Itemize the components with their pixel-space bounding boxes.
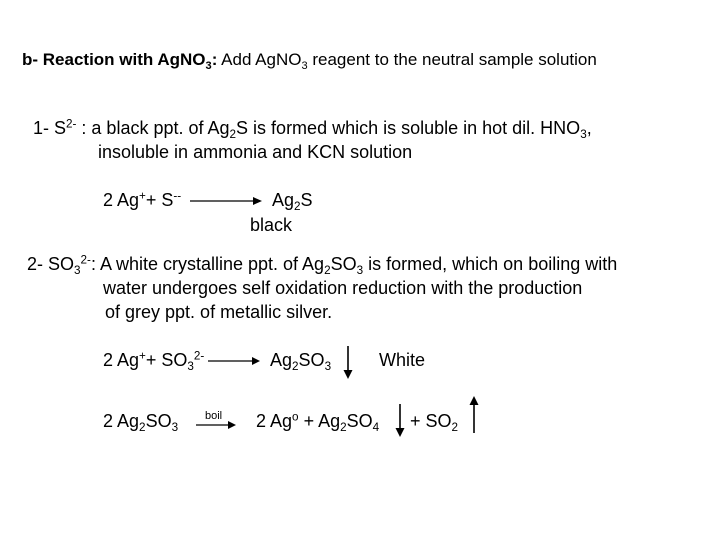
eq1-reactants: 2 Ag++ S--: [103, 189, 182, 210]
eq2-precipitate-down-arrow-icon: [344, 346, 353, 379]
section-heading: b- Reaction with AgNO$_3$: Add AgNO$_3$ reagent to the neutral sample solution: [22, 50, 597, 72]
eq2-reaction-arrow-icon: [208, 357, 260, 365]
eq2-precipitate-note: White: [379, 350, 426, 370]
eq1-reaction-arrow-icon: [190, 197, 262, 205]
eq2-product: $Ag_2SO_3$: [270, 350, 332, 374]
eq3-precipitate-down-arrow-icon: [396, 404, 405, 437]
eq3-products: 2 $Ag^o + Ag_2SO_4$: [256, 410, 380, 435]
item-1-line-2: insoluble in ammonia and KCN solution: [98, 142, 413, 162]
eq2-reactants: 2 $Ag^++ SO_3^{2-}$: [103, 349, 205, 374]
item-2-line-3: of grey ppt. of metallic silver.: [105, 302, 333, 322]
eq3-boil-arrow-icon: [196, 421, 236, 429]
eq3-condition-label: boil: [205, 410, 223, 422]
item-2-line-2: water undergoes self oxidation reduction with the production: [103, 278, 583, 298]
eq3-gas-up-arrow-icon: [470, 396, 479, 433]
eq1-product: $Ag_2S$: [272, 190, 313, 214]
item-2-line-1: 2- $SO_3^{2-}$: A white crystalline ppt. of $Ag_2SO_3$ is formed, which on boiling with: [27, 253, 618, 278]
eq1-precipitate-note: black: [250, 215, 293, 235]
item-1-line-1: 1- $S^{2-}$ : a black ppt. of $Ag_2S$ is formed which is soluble in hot dil. $HNO_3$,: [33, 117, 592, 142]
heading-bold: b- Reaction with AgNO$_3$:: [22, 50, 218, 72]
eq3-gas-product: + $SO_2$: [410, 411, 459, 435]
eq3-reactant: 2 $Ag_2SO_3$: [103, 411, 179, 435]
